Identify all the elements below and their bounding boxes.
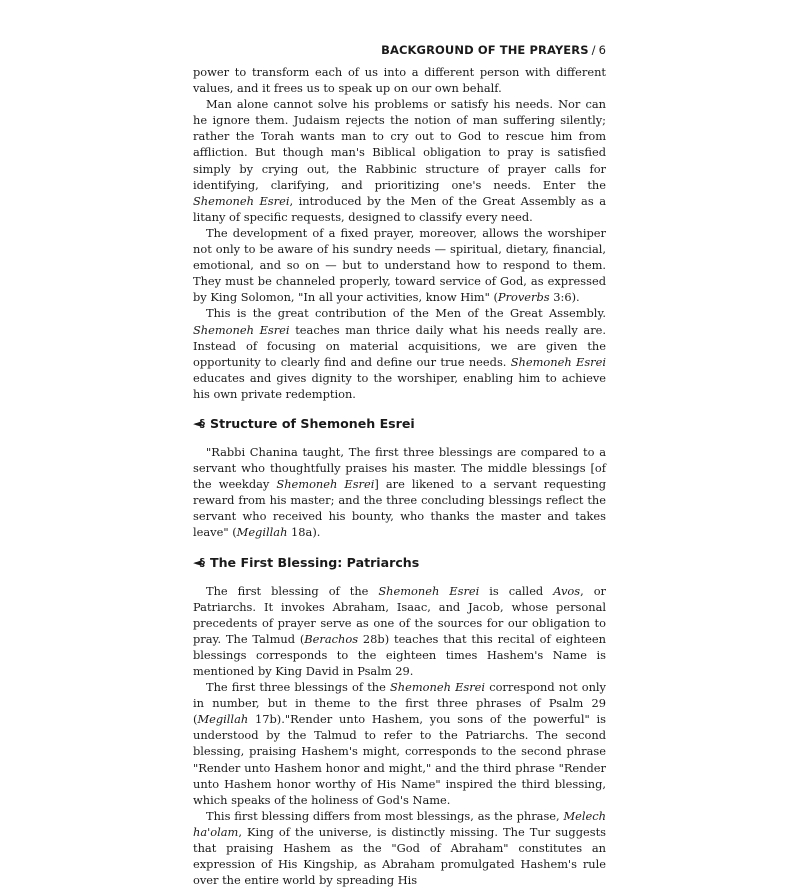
section-heading-text: Structure of Shemoneh Esrei (210, 415, 415, 431)
paragraph-melech-haolam (193, 808, 606, 888)
text-run: Man alone cannot solve his problems or satisfy his needs. Nor can he ignore them. Judaism rejects the notion of man suffering silently; rather the Torah wants man to cry out to God to rescue him from affliction. But though man's Biblical obligation to pray is satisfied simply by crying out, the Rabbinic structure of prayer calls for identifying, clarifying, and prioritizing one's needs. Enter the (193, 97, 606, 192)
italic-term: Megillah (236, 525, 288, 540)
italic-term: Melech ha'olam (193, 808, 606, 839)
section-heading-first-blessing (193, 555, 606, 571)
text-run: power to transform each of us into a different person with different values, and it frees us to speak up on our own behalf. (193, 65, 606, 96)
italic-term: Shemoneh Esrei (193, 322, 290, 337)
text-run: 3:6). (549, 290, 580, 305)
text-run: The first blessing of the (206, 583, 379, 598)
text-run: The development of a fixed prayer, moreover, allows the worshiper not only to be aware of his sundry needs — spiritual, dietary, financial, emotional, and so on — but to understand how to respond to them. They must be channeled properly, toward service of God, as expressed by King Solomon, "In all your activities, know Him" ( (193, 225, 606, 305)
running-head (193, 42, 606, 58)
italic-term: Proverbs (497, 290, 550, 305)
text-run: teaches man thrice daily what his needs really are. Instead of focusing on material acquisitions, we are given the opportunity to clearly find and define our true needs. (193, 322, 607, 369)
text-run: 17b)."Render unto Hashem, you sons of the powerful" is understood by the Talmud to refer to the Patriarchs. The second blessing, praising Hashem's might, corresponds to the second phrase "Render unto Hashem honor and might," and the third phrase "Render unto Hashem honor worthy of His Name" inspired the third blessing, which speaks of the holiness of God's Name. (193, 712, 606, 807)
italic-term: Shemoneh Esrei (193, 193, 290, 208)
text-run: 28b) teaches that this recital of eighteen blessings corresponds to the eighteen times Hashem's Name is mentioned by King David in Psalm 29. (193, 631, 606, 678)
text-run: "Rabbi Chanina taught, The first three blessings are compared to a servant who thoughtfully praises his master. The middle blessings [of the weekday (193, 444, 606, 492)
text-run: , King of the universe, is distinctly missing. The Tur suggests that praising Hashem as the "God of Abraham" constitutes an expression of His Kingship, as Abraham promulgated Hashem's rule over the entire world by spreading His (193, 824, 606, 888)
italic-term: Megillah (197, 712, 249, 727)
text-run: , introduced by the Men of the Great Assembly as a litany of specific requests, designed to classify every need. (193, 193, 606, 224)
text-run: is called (479, 583, 554, 598)
text-run: The first three blessings of the (206, 680, 390, 695)
page-body (193, 64, 606, 888)
running-head-title: BACKGROUND OF THE PRAYERS (381, 43, 589, 57)
paragraph-fixed-prayer (193, 225, 606, 305)
italic-term: Avos (553, 583, 581, 598)
text-run: This first blessing differs from most blessings, as the phrase, (206, 808, 564, 823)
ornament-icon: ◄§ (193, 416, 203, 430)
text-run: ] are likened to a servant requesting reward from his master; and the three concluding blessings reflect the servant who received his bounty, who thanks the master and takes leave" ( (193, 477, 606, 540)
text-run: , or Patriarchs. It invokes Abraham, Isaac, and Jacob, whose personal precedents of prayer serve as one of the sources for our obligation to pray. The Talmud ( (193, 583, 607, 646)
italic-term: Shemoneh Esrei (389, 680, 486, 695)
paragraph-great-contribution (193, 305, 606, 402)
section-heading-structure (193, 416, 606, 432)
paragraph-rabbi-chanina (193, 444, 606, 541)
text-run: correspond not only in number, but in theme to the first three phrases of Psalm 29 ( (193, 680, 606, 727)
ornament-icon: ◄§ (193, 555, 203, 569)
section-heading-text: The First Blessing: Patriarchs (210, 554, 420, 570)
running-head-separator: / (591, 43, 596, 57)
text-run: This is the great contribution of the Men of the Great Assembly. (206, 306, 606, 321)
page-number: 6 (598, 43, 606, 57)
text-run: educates and gives dignity to the worshiper, enabling him to achieve his own private redemption. (193, 370, 606, 401)
paragraph-avos (193, 583, 606, 680)
italic-term: Shemoneh Esrei (276, 477, 375, 492)
italic-term: Shemoneh Esrei (378, 583, 480, 598)
italic-term: Berachos (304, 631, 359, 646)
paragraph-man-alone (193, 96, 606, 225)
paragraph-continued (193, 64, 606, 96)
italic-term: Shemoneh Esrei (510, 354, 606, 369)
paragraph-psalm-29 (193, 679, 606, 808)
text-run: 18a). (287, 525, 321, 540)
